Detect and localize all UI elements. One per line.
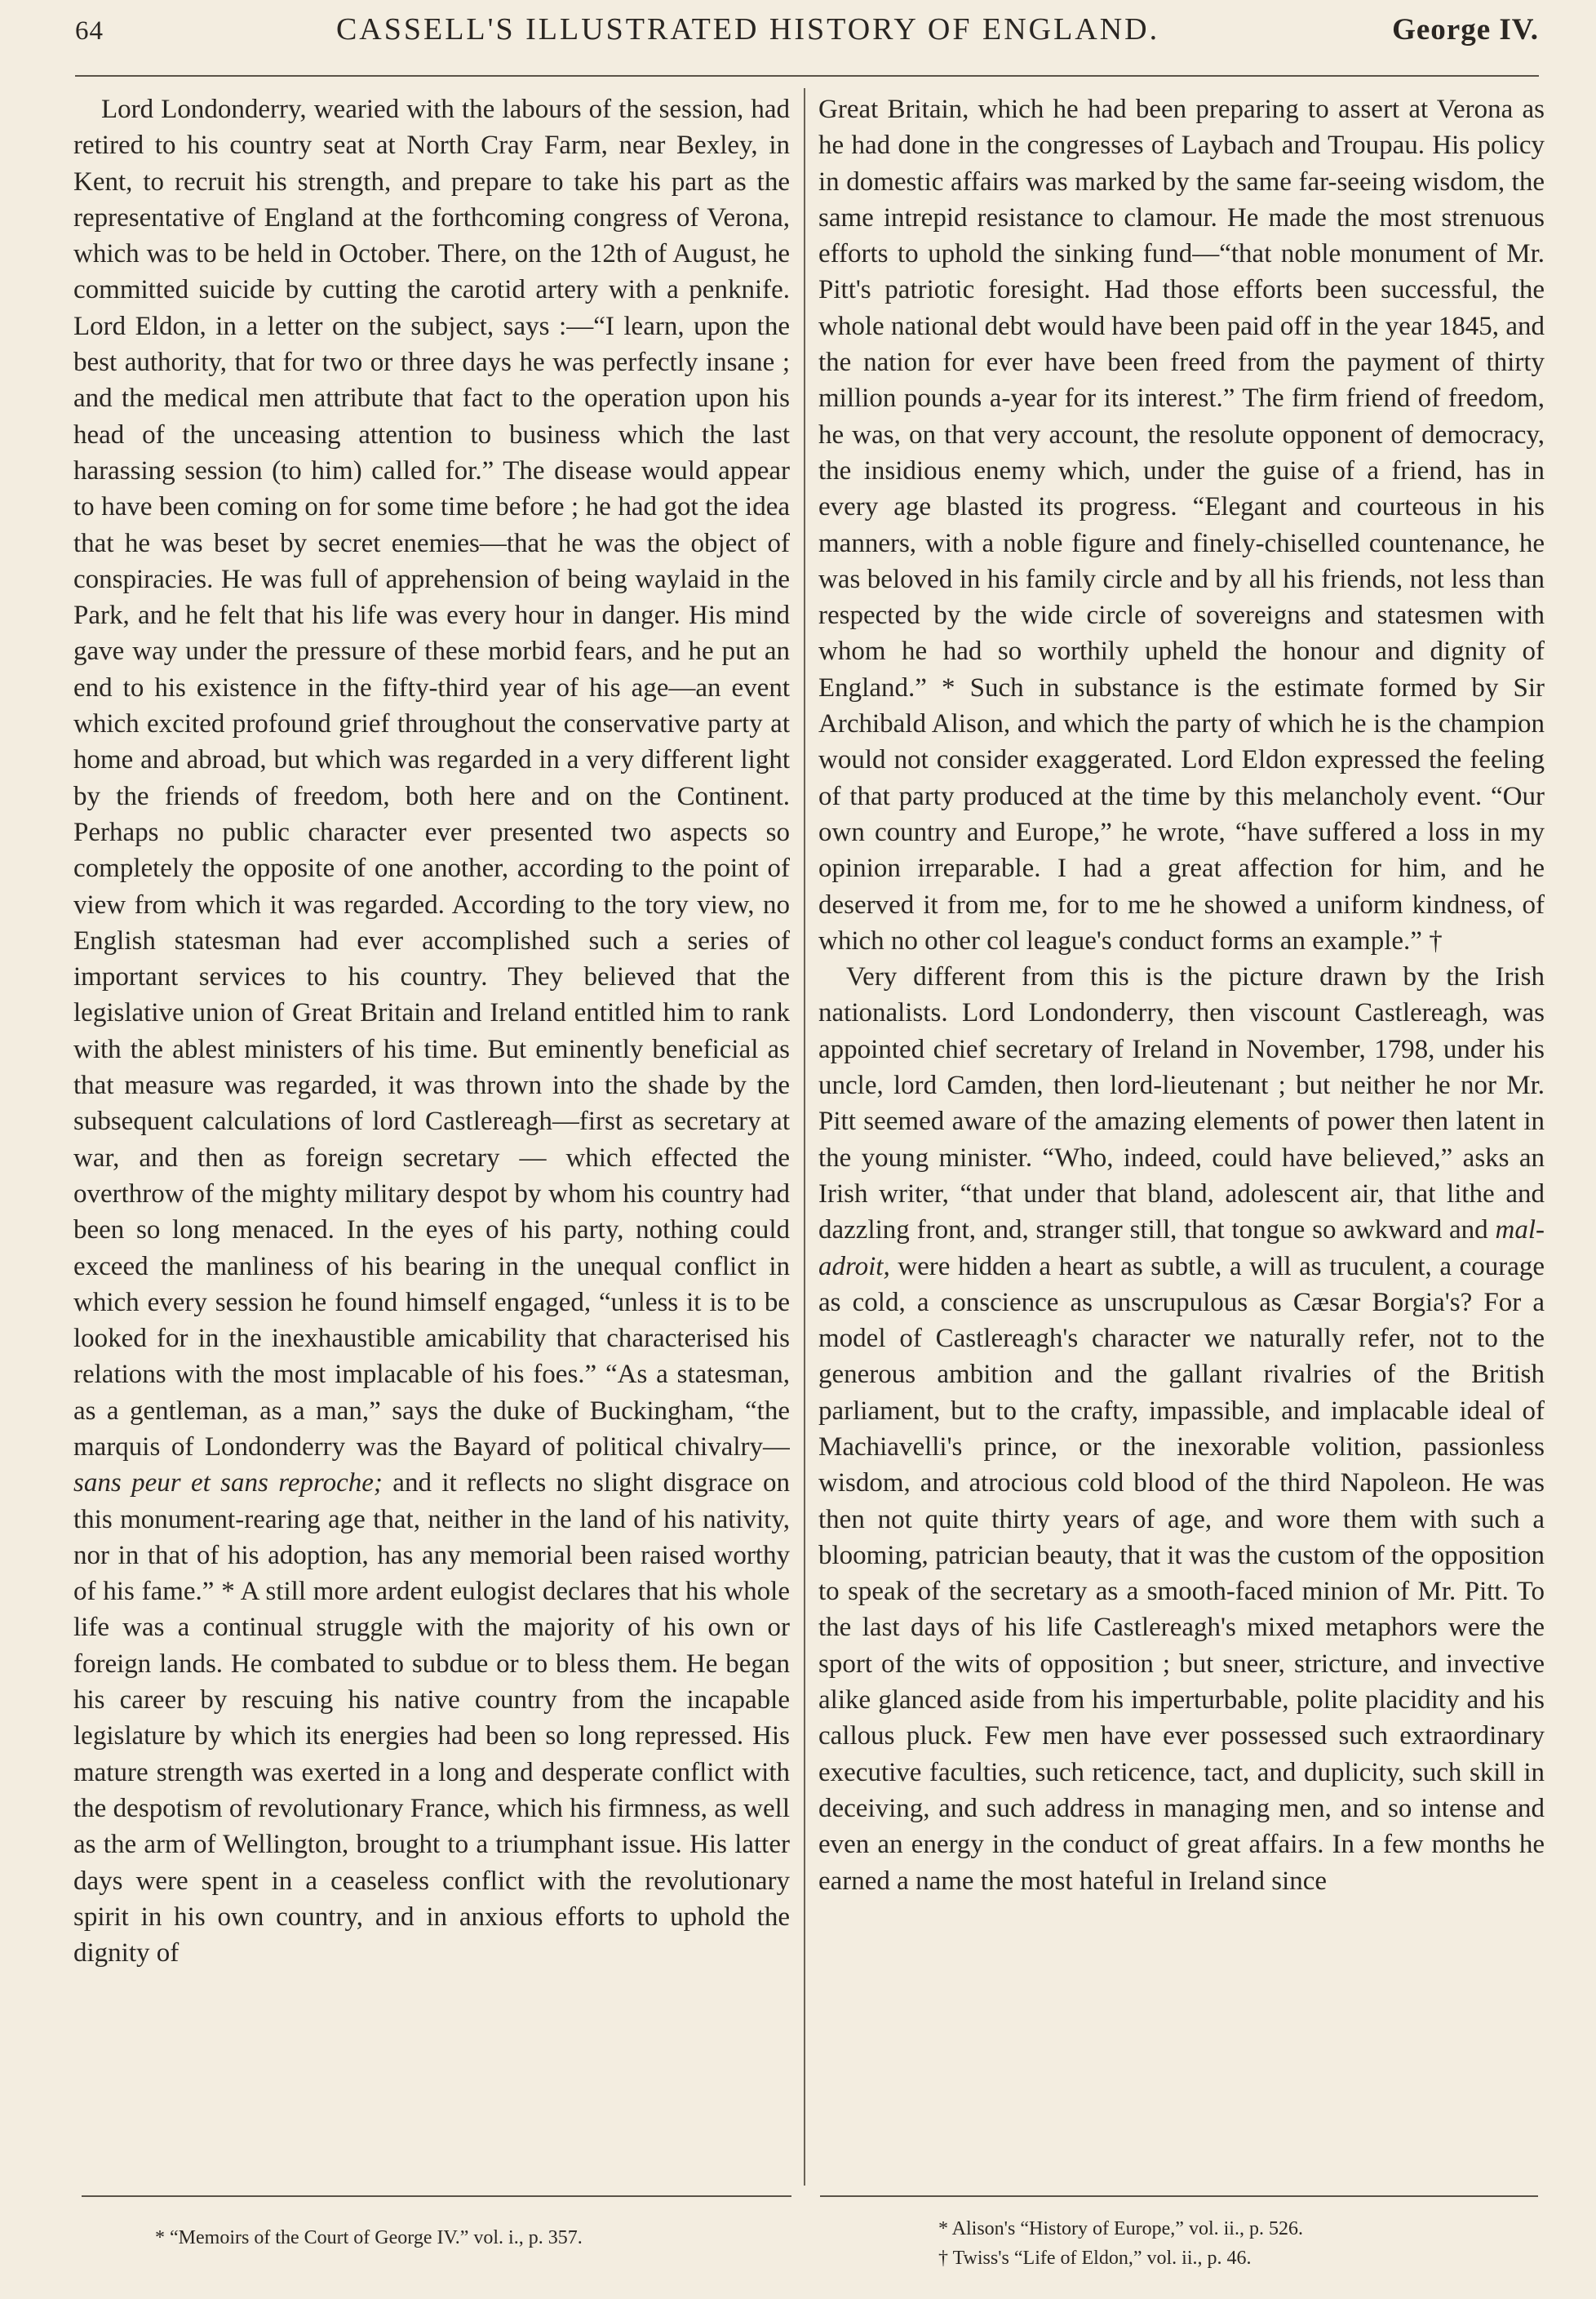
reign-label: George IV. [1392,13,1539,47]
right-paragraph [818,959,1545,1899]
left-paragraph-text-end: and it reflects no slight disgrace on this monument-rearing age that, neither in the land of his nativity, nor in that of his adoption, has any memorial been raised worthy of his fame.” * A still more ardent eulogist declares that his whole life was a continual struggle with the majority of his own or foreign lands. He combated to subdue or to bless them. He began his career by rescuing his native country from the incapable legislature by which its energies had been so long repressed. His mature strength was exerted in a long and desperate conflict with the despotism of revolutionary France, which his firmness, as well as the arm of Wellington, brought to a triumphant issue. His latter days were spent in a ceaseless conflict with the revolutionary spirit in his own country, and in anxious efforts to uphold the dignity of [73,1468,790,1968]
left-paragraph [73,91,790,1971]
column-divider [804,88,805,2186]
running-title: CASSELL'S ILLUSTRATED HISTORY OF ENGLAND. [335,12,1160,47]
right-paragraph-text-end: were hidden a heart as subtle, a will as truculent, a courage as cold, a conscience as unscrupulous as Cæsar Borgia's? For a model of Castlereagh's character we naturally refer, not to the generous ambition and the gallant rivalries of the British parliament, but to the crafty, impassible, and implacable ideal of Machiavelli's prince, or the inexorable volition, passionless wisdom, and atrocious cold blood of the third Napoleon. He was then not quite thirty years of age, and wore them with such a blooming, patrician beauty, that it was the custom of the opposition to speak of the secretary as a smooth-faced minion of Mr. Pitt. To the last days of his life Castlereagh's mixed metaphors were the sport of the wits of opposition ; but sneer, stricture, and invective alike glanced aside from his imperturbable, polite placidity and his callous pluck. Few men have ever possessed such extraordinary executive faculties, such reticence, tact, and duplicity, such skill in deceiving, and such address in managing men, and so intense and even an energy in the conduct of great affairs. In a few months he earned a name the most hateful in Ireland since [818,1251,1545,1896]
footnote-rule-left [82,2195,791,2197]
right-paragraph-text: Very different from this is the picture drawn by the Irish nationalists. Lord Londonderry, then viscount Castlereagh, was appointed chief secretary of Ireland in November, 1798, under his uncle, lord Camden, then lord-lieutenant ; but neither he nor Mr. Pitt seemed aware of the amazing elements of power then latent in the young minister. “Who, indeed, could have believed,” asks an Irish writer, “that under that bland, adolescent air, that lithe and dazzling front, and, stranger still, that tongue so awkward and [818,962,1545,1245]
right-paragraph-continued: Great Britain, which he had been preparing to assert at Verona as he had done in the congresses of Laybach and Troupau. His policy in domestic affairs was marked by the same far-seeing wisdom, the same intrepid resistance to clamour. He made the most strenuous efforts to uphold the sinking fund—“that noble monument of Mr. Pitt's patriotic foresight. Had those efforts been successful, the whole national debt would have been paid off in the year 1845, and the nation for ever have been freed from the payment of thirty million pounds a-year for its interest.” The firm friend of freedom, he was, on that very account, the resolute opponent of democracy, the insidious enemy which, under the guise of a friend, has in every age blasted its progress. “Elegant and courteous in his manners, with a noble figure and finely-chiselled countenance, he was beloved in his family circle and by all his friends, not less than respected by the wide circle of sovereigns and statesmen with whom he had so worthily upheld the honour and dignity of England.” * Such in substance is the estimate formed by Sir Archibald Alison, and which the party of which he is the champion would not consider exaggerated. Lord Eldon expressed the feeling of that party produced at the time by this melancholy event. “Our own country and Europe,” he wrote, “have suffered a loss in my opinion irreparable. I had a great affection for him, and he deserved it from me, for to me he showed a uniform kindness, of which no other col league's conduct forms an example.” † [818,95,1545,956]
page-number: 64 [75,16,104,46]
running-header [75,11,1539,60]
right-column [818,91,1545,2177]
footnote-rule-right [820,2195,1538,2197]
header-rule [75,75,1539,77]
left-column [73,91,790,2177]
footnote-left: * “Memoirs of the Court of George IV.” vol. i., p. 357. [155,2227,583,2248]
footnote-right-1: * Alison's “History of Europe,” vol. ii., p. 526. [938,2218,1303,2239]
left-paragraph-text: Lord Londonderry, wearied with the labours of the session, had retired to his country seat at North Cray Farm, near Bexley, in Kent, to recruit his strength, and prepare to take his part as the representative of England at the forthcoming congress of Verona, which was to be held in October. There, on the 12th of August, he committed suicide by cutting the carotid artery with a penknife. Lord Eldon, in a letter on the subject, says :—“I learn, upon the best authority, that for two or three days he was perfectly insane ; and the medical men attribute that fact to the operation upon his head of the unceasing attention to business which the last harassing session (to him) called for.” The disease would appear to have been coming on for some time before ; he had got the idea that he was beset by secret enemies—that he was the object of conspiracies. He was full of apprehension of being waylaid in the Park, and he felt that his life was every hour in danger. His mind gave way under the pressure of these morbid fears, and he put an end to his existence in the fifty-third year of his age—an event which excited profound grief throughout the conservative party at home and abroad, but which was regarded in a very different light by the friends of freedom, both here and on the Continent. Perhaps no public character ever presented two aspects so completely the opposite of one another, according to the point of view from which it was regarded. According to the tory view, no English statesman had ever accomplished such a series of important services to his country. They believed that the legislative union of Great Britain and Ireland entitled him to rank with the ablest ministers of his time. But eminently beneficial as that measure was regarded, it was thrown into the shade by the subsequent calculations of lord Castlereagh—first as secretary at war, and then as foreign secretary — which effected the overthrow of the mighty military despot by whom his country had been so long menaced. In the eyes of his party, nothing could exceed the manliness of his bearing in the unequal conflict in which every session he found himself engaged, “unless it is to be looked for in the inexhaustible amicability that characterised his relations with the most implacable of his foes.” “As a statesman, as a gentleman, as a man,” says the duke of Buckingham, “the marquis of Londonderry was the Bayard of political chivalry— [73,95,790,1462]
italic-phrase: mal-adroit, [818,1215,1545,1281]
italic-phrase: sans peur et sans reproche; [73,1468,383,1498]
footnote-right-2: † Twiss's “Life of Eldon,” vol. ii., p. 46. [938,2248,1252,2269]
